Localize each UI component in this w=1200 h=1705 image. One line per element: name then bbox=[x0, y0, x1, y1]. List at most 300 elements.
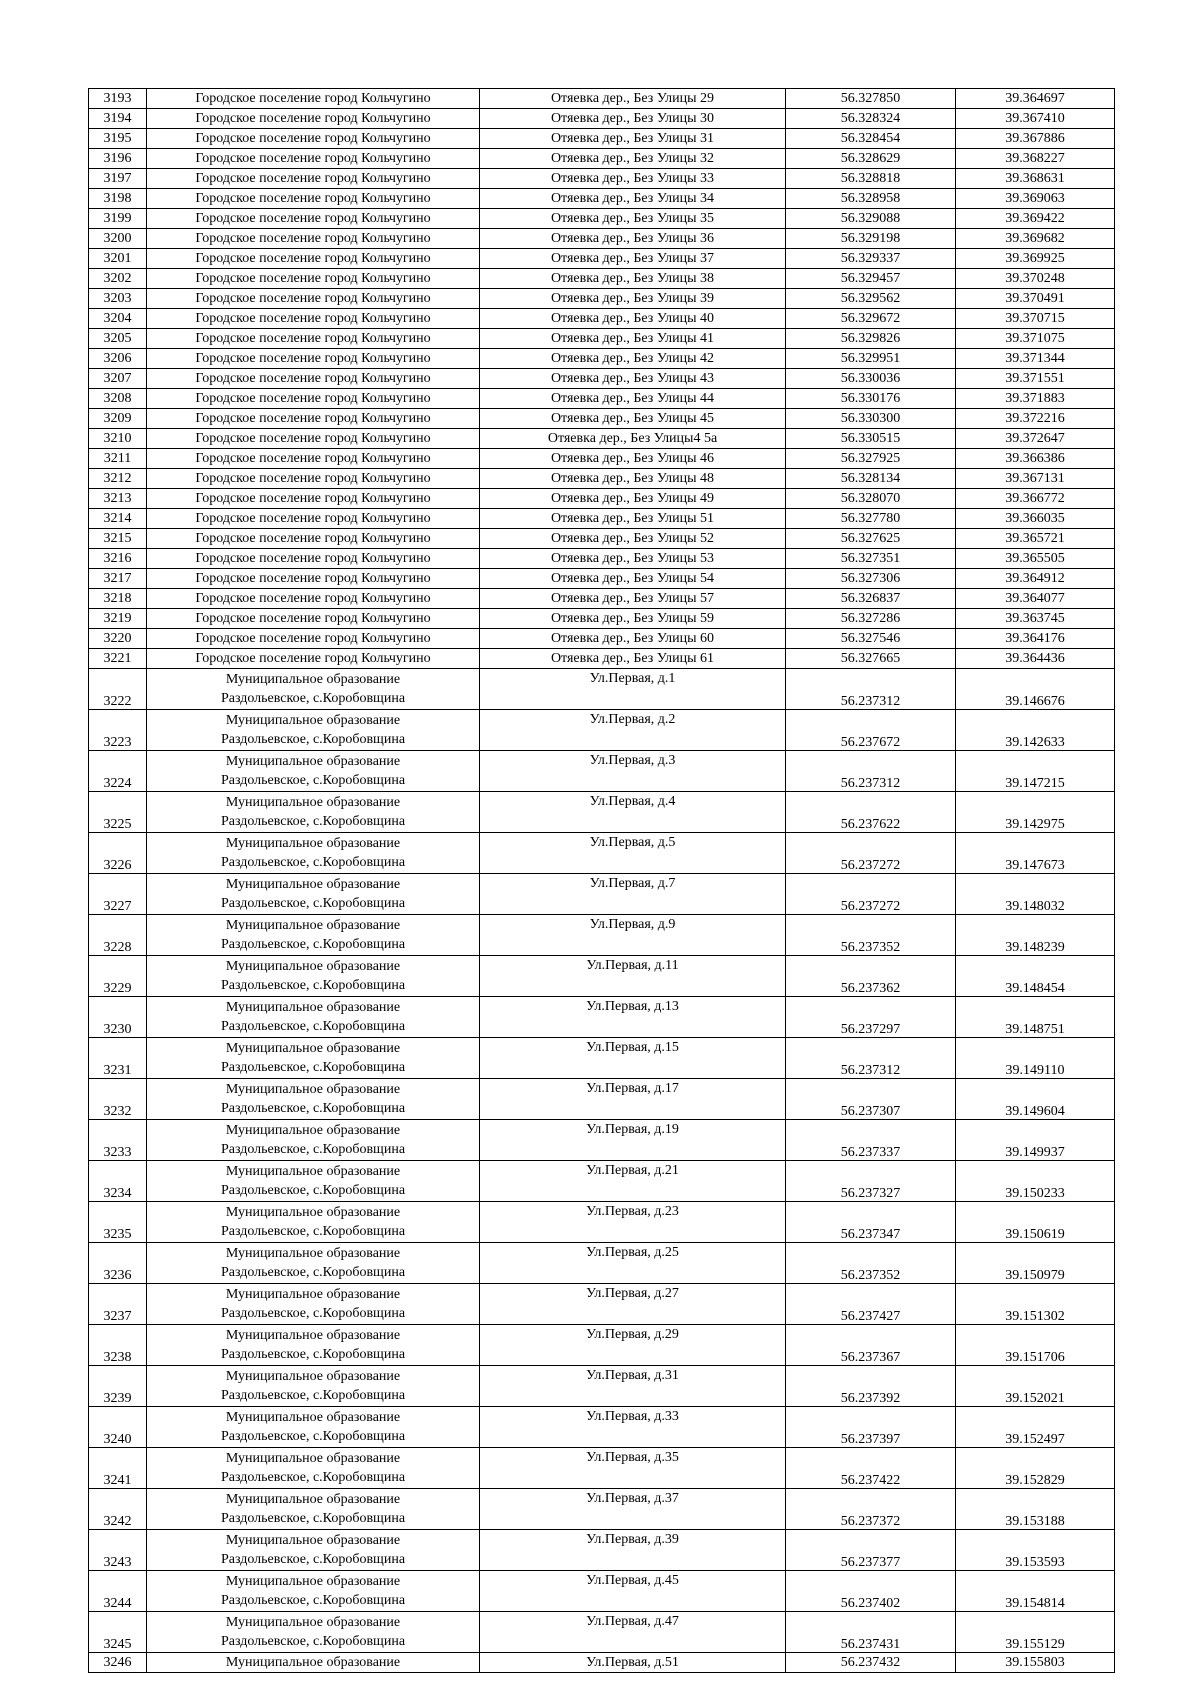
latitude-cell: 56.237427 bbox=[786, 1284, 956, 1325]
municipality-line-1: Муниципальное образование bbox=[225, 1205, 401, 1220]
municipality-cell bbox=[147, 915, 480, 956]
municipality-cell: Городское поселение город Кольчугино bbox=[147, 469, 480, 489]
latitude-cell: 56.328324 bbox=[786, 109, 956, 129]
municipality-line-1: Муниципальное образование bbox=[225, 1533, 401, 1548]
municipality-cell: Городское поселение город Кольчугино bbox=[147, 249, 480, 269]
table-body bbox=[89, 89, 1115, 1673]
longitude-cell: 39.152021 bbox=[956, 1366, 1115, 1407]
address-cell: Ул.Первая, д.19 bbox=[480, 1120, 786, 1161]
longitude-cell: 39.371551 bbox=[956, 369, 1115, 389]
address-cell: Отяевка дер., Без Улицы 41 bbox=[480, 329, 786, 349]
address-cell: Ул.Первая, д.35 bbox=[480, 1448, 786, 1489]
latitude-cell: 56.329951 bbox=[786, 349, 956, 369]
municipality-line-2: Раздольевское, с.Коробовщина bbox=[220, 1347, 406, 1362]
table-row bbox=[89, 369, 1115, 389]
municipality-cell bbox=[147, 1407, 480, 1448]
longitude-cell: 39.148454 bbox=[956, 956, 1115, 997]
table-row bbox=[89, 349, 1115, 369]
municipality-line-1: Муниципальное образование bbox=[225, 1082, 401, 1097]
address-cell: Ул.Первая, д.5 bbox=[480, 833, 786, 874]
address-cell: Отяевка дер., Без Улицы 31 bbox=[480, 129, 786, 149]
municipality-cell bbox=[147, 997, 480, 1038]
row-number-cell: 3232 bbox=[89, 1079, 147, 1120]
longitude-cell: 39.364176 bbox=[956, 629, 1115, 649]
latitude-cell: 56.237272 bbox=[786, 833, 956, 874]
municipality-cell: Городское поселение город Кольчугино bbox=[147, 549, 480, 569]
municipality-cell: Городское поселение город Кольчугино bbox=[147, 129, 480, 149]
address-cell: Отяевка дер., Без Улицы 61 bbox=[480, 649, 786, 669]
municipality-line-2: Раздольевское, с.Коробовщина bbox=[220, 732, 406, 747]
latitude-cell: 56.328818 bbox=[786, 169, 956, 189]
latitude-cell: 56.237422 bbox=[786, 1448, 956, 1489]
longitude-cell: 39.365721 bbox=[956, 529, 1115, 549]
table-row bbox=[89, 1284, 1115, 1325]
row-number-cell: 3222 bbox=[89, 669, 147, 710]
address-cell: Отяевка дер., Без Улицы 52 bbox=[480, 529, 786, 549]
address-coordinates-table bbox=[88, 88, 1115, 1673]
latitude-cell: 56.328958 bbox=[786, 189, 956, 209]
row-number-cell: 3227 bbox=[89, 874, 147, 915]
latitude-cell: 56.237392 bbox=[786, 1366, 956, 1407]
row-number-cell: 3224 bbox=[89, 751, 147, 792]
longitude-cell: 39.150979 bbox=[956, 1243, 1115, 1284]
latitude-cell: 56.327306 bbox=[786, 569, 956, 589]
table-row bbox=[89, 1243, 1115, 1284]
longitude-cell: 39.149937 bbox=[956, 1120, 1115, 1161]
longitude-cell: 39.369422 bbox=[956, 209, 1115, 229]
municipality-cell: Городское поселение город Кольчугино bbox=[147, 649, 480, 669]
address-cell: Ул.Первая, д.27 bbox=[480, 1284, 786, 1325]
table-row bbox=[89, 1161, 1115, 1202]
longitude-cell: 39.152497 bbox=[956, 1407, 1115, 1448]
longitude-cell: 39.155803 bbox=[956, 1653, 1115, 1673]
latitude-cell: 56.328134 bbox=[786, 469, 956, 489]
longitude-cell: 39.364697 bbox=[956, 89, 1115, 109]
municipality-cell bbox=[147, 751, 480, 792]
row-number-cell: 3237 bbox=[89, 1284, 147, 1325]
row-number-cell: 3199 bbox=[89, 209, 147, 229]
row-number-cell: 3213 bbox=[89, 489, 147, 509]
longitude-cell: 39.363745 bbox=[956, 609, 1115, 629]
latitude-cell: 56.237402 bbox=[786, 1571, 956, 1612]
latitude-cell: 56.237672 bbox=[786, 710, 956, 751]
municipality-cell: Городское поселение город Кольчугино bbox=[147, 209, 480, 229]
latitude-cell: 56.329672 bbox=[786, 309, 956, 329]
municipality-cell: Городское поселение город Кольчугино bbox=[147, 109, 480, 129]
latitude-cell: 56.237327 bbox=[786, 1161, 956, 1202]
municipality-cell: Городское поселение город Кольчугино bbox=[147, 89, 480, 109]
municipality-line-1: Муниципальное образование bbox=[225, 1123, 401, 1138]
row-number-cell: 3233 bbox=[89, 1120, 147, 1161]
address-cell: Ул.Первая, д.23 bbox=[480, 1202, 786, 1243]
row-number-cell: 3197 bbox=[89, 169, 147, 189]
row-number-cell: 3229 bbox=[89, 956, 147, 997]
row-number-cell: 3207 bbox=[89, 369, 147, 389]
row-number-cell: 3241 bbox=[89, 1448, 147, 1489]
table-row bbox=[89, 710, 1115, 751]
municipality-line-2: Раздольевское, с.Коробовщина bbox=[220, 1306, 406, 1321]
longitude-cell: 39.364912 bbox=[956, 569, 1115, 589]
municipality-line-1: Муниципальное образование bbox=[225, 1410, 401, 1425]
municipality-cell: Городское поселение город Кольчугино bbox=[147, 609, 480, 629]
municipality-cell bbox=[147, 1448, 480, 1489]
address-cell: Ул.Первая, д.3 bbox=[480, 751, 786, 792]
table-row bbox=[89, 751, 1115, 792]
latitude-cell: 56.327286 bbox=[786, 609, 956, 629]
address-cell: Отяевка дер., Без Улицы 54 bbox=[480, 569, 786, 589]
municipality-cell bbox=[147, 1243, 480, 1284]
table-row bbox=[89, 249, 1115, 269]
table-row bbox=[89, 649, 1115, 669]
latitude-cell: 56.330176 bbox=[786, 389, 956, 409]
municipality-cell: Городское поселение город Кольчугино bbox=[147, 149, 480, 169]
document-page bbox=[88, 88, 1114, 1673]
table-row bbox=[89, 589, 1115, 609]
longitude-cell: 39.365505 bbox=[956, 549, 1115, 569]
municipality-line-1: Муниципальное образование bbox=[225, 959, 401, 974]
municipality-cell bbox=[147, 1120, 480, 1161]
latitude-cell: 56.237367 bbox=[786, 1325, 956, 1366]
table-row bbox=[89, 449, 1115, 469]
longitude-cell: 39.370715 bbox=[956, 309, 1115, 329]
latitude-cell: 56.328454 bbox=[786, 129, 956, 149]
row-number-cell: 3244 bbox=[89, 1571, 147, 1612]
municipality-line-2: Раздольевское, с.Коробовщина bbox=[220, 1224, 406, 1239]
row-number-cell: 3243 bbox=[89, 1530, 147, 1571]
municipality-line-2: Раздольевское, с.Коробовщина bbox=[220, 1511, 406, 1526]
latitude-cell: 56.327351 bbox=[786, 549, 956, 569]
latitude-cell: 56.329826 bbox=[786, 329, 956, 349]
longitude-cell: 39.369925 bbox=[956, 249, 1115, 269]
longitude-cell: 39.367131 bbox=[956, 469, 1115, 489]
address-cell: Отяевка дер., Без Улицы 38 bbox=[480, 269, 786, 289]
latitude-cell: 56.237431 bbox=[786, 1612, 956, 1653]
address-cell: Ул.Первая, д.47 bbox=[480, 1612, 786, 1653]
address-cell: Ул.Первая, д.21 bbox=[480, 1161, 786, 1202]
address-cell: Отяевка дер., Без Улицы 60 bbox=[480, 629, 786, 649]
longitude-cell: 39.364077 bbox=[956, 589, 1115, 609]
table-row bbox=[89, 489, 1115, 509]
municipality-cell: Городское поселение город Кольчугино bbox=[147, 409, 480, 429]
municipality-cell bbox=[147, 1079, 480, 1120]
longitude-cell: 39.367410 bbox=[956, 109, 1115, 129]
longitude-cell: 39.369682 bbox=[956, 229, 1115, 249]
longitude-cell: 39.368227 bbox=[956, 149, 1115, 169]
municipality-line-1: Муниципальное образование bbox=[225, 795, 401, 810]
municipality-cell: Городское поселение город Кольчугино bbox=[147, 349, 480, 369]
municipality-cell bbox=[147, 1038, 480, 1079]
latitude-cell: 56.328629 bbox=[786, 149, 956, 169]
address-cell: Ул.Первая, д.25 bbox=[480, 1243, 786, 1284]
table-row bbox=[89, 329, 1115, 349]
address-cell: Отяевка дер., Без Улицы 57 bbox=[480, 589, 786, 609]
table-row bbox=[89, 915, 1115, 956]
row-number-cell: 3238 bbox=[89, 1325, 147, 1366]
row-number-cell: 3246 bbox=[89, 1653, 147, 1673]
municipality-cell: Городское поселение город Кольчугино bbox=[147, 589, 480, 609]
address-cell: Отяевка дер., Без Улицы 46 bbox=[480, 449, 786, 469]
table-row bbox=[89, 309, 1115, 329]
address-cell: Отяевка дер., Без Улицы 43 bbox=[480, 369, 786, 389]
table-row bbox=[89, 509, 1115, 529]
municipality-line-2: Раздольевское, с.Коробовщина bbox=[220, 855, 406, 870]
address-cell: Ул.Первая, д.37 bbox=[480, 1489, 786, 1530]
longitude-cell: 39.366035 bbox=[956, 509, 1115, 529]
row-number-cell: 3209 bbox=[89, 409, 147, 429]
row-number-cell: 3193 bbox=[89, 89, 147, 109]
address-cell: Отяевка дер., Без Улицы 35 bbox=[480, 209, 786, 229]
longitude-cell: 39.154814 bbox=[956, 1571, 1115, 1612]
table-row bbox=[89, 609, 1115, 629]
longitude-cell: 39.368631 bbox=[956, 169, 1115, 189]
address-cell: Отяевка дер., Без Улицы 59 bbox=[480, 609, 786, 629]
table-row bbox=[89, 289, 1115, 309]
row-number-cell: 3240 bbox=[89, 1407, 147, 1448]
municipality-line-1: Муниципальное образование bbox=[225, 1369, 401, 1384]
address-cell: Ул.Первая, д.51 bbox=[480, 1653, 786, 1673]
municipality-cell: Городское поселение город Кольчугино bbox=[147, 449, 480, 469]
row-number-cell: 3200 bbox=[89, 229, 147, 249]
latitude-cell: 56.329198 bbox=[786, 229, 956, 249]
municipality-line-2: Раздольевское, с.Коробовщина bbox=[220, 1552, 406, 1567]
municipality-line-1: Муниципальное образование bbox=[225, 877, 401, 892]
table-row bbox=[89, 269, 1115, 289]
municipality-line-2: Раздольевское, с.Коробовщина bbox=[220, 937, 406, 952]
municipality-line-1: Муниципальное образование bbox=[225, 836, 401, 851]
longitude-cell: 39.147673 bbox=[956, 833, 1115, 874]
municipality-cell bbox=[147, 1571, 480, 1612]
table-row bbox=[89, 1571, 1115, 1612]
table-row bbox=[89, 549, 1115, 569]
latitude-cell: 56.330036 bbox=[786, 369, 956, 389]
table-row bbox=[89, 1653, 1115, 1673]
municipality-line-1: Муниципальное образование bbox=[225, 1000, 401, 1015]
latitude-cell: 56.237312 bbox=[786, 751, 956, 792]
municipality-cell bbox=[147, 669, 480, 710]
municipality-line-2: Раздольевское, с.Коробовщина bbox=[220, 978, 406, 993]
longitude-cell: 39.151706 bbox=[956, 1325, 1115, 1366]
latitude-cell: 56.237397 bbox=[786, 1407, 956, 1448]
longitude-cell: 39.371075 bbox=[956, 329, 1115, 349]
address-cell: Ул.Первая, д.29 bbox=[480, 1325, 786, 1366]
row-number-cell: 3226 bbox=[89, 833, 147, 874]
row-number-cell: 3202 bbox=[89, 269, 147, 289]
table-row bbox=[89, 1120, 1115, 1161]
row-number-cell: 3203 bbox=[89, 289, 147, 309]
table-row bbox=[89, 229, 1115, 249]
longitude-cell: 39.148751 bbox=[956, 997, 1115, 1038]
latitude-cell: 56.237337 bbox=[786, 1120, 956, 1161]
table-row bbox=[89, 109, 1115, 129]
address-cell: Отяевка дер., Без Улицы 53 bbox=[480, 549, 786, 569]
municipality-cell: Городское поселение город Кольчугино bbox=[147, 189, 480, 209]
table-row bbox=[89, 409, 1115, 429]
latitude-cell: 56.237377 bbox=[786, 1530, 956, 1571]
latitude-cell: 56.237352 bbox=[786, 1243, 956, 1284]
municipality-line-1: Муниципальное образование bbox=[225, 713, 401, 728]
latitude-cell: 56.237352 bbox=[786, 915, 956, 956]
latitude-cell: 56.326837 bbox=[786, 589, 956, 609]
table-row bbox=[89, 1448, 1115, 1489]
longitude-cell: 39.149604 bbox=[956, 1079, 1115, 1120]
address-cell: Отяевка дер., Без Улицы 45 bbox=[480, 409, 786, 429]
municipality-line-2: Раздольевское, с.Коробовщина bbox=[220, 691, 406, 706]
row-number-cell: 3215 bbox=[89, 529, 147, 549]
row-number-cell: 3214 bbox=[89, 509, 147, 529]
longitude-cell: 39.149110 bbox=[956, 1038, 1115, 1079]
latitude-cell: 56.237312 bbox=[786, 1038, 956, 1079]
address-cell: Отяевка дер., Без Улицы 51 bbox=[480, 509, 786, 529]
municipality-line-1: Муниципальное образование bbox=[225, 1246, 401, 1261]
table-row bbox=[89, 129, 1115, 149]
municipality-line-1: Муниципальное образование bbox=[225, 1451, 401, 1466]
address-cell: Отяевка дер., Без Улицы 48 bbox=[480, 469, 786, 489]
longitude-cell: 39.147215 bbox=[956, 751, 1115, 792]
municipality-cell: Городское поселение город Кольчугино bbox=[147, 269, 480, 289]
address-cell: Ул.Первая, д.17 bbox=[480, 1079, 786, 1120]
municipality-line-2: Раздольевское, с.Коробовщина bbox=[220, 1142, 406, 1157]
row-number-cell: 3194 bbox=[89, 109, 147, 129]
longitude-cell: 39.148032 bbox=[956, 874, 1115, 915]
municipality-cell: Городское поселение город Кольчугино bbox=[147, 509, 480, 529]
longitude-cell: 39.366772 bbox=[956, 489, 1115, 509]
longitude-cell: 39.153593 bbox=[956, 1530, 1115, 1571]
latitude-cell: 56.329088 bbox=[786, 209, 956, 229]
table-row bbox=[89, 1407, 1115, 1448]
latitude-cell: 56.237272 bbox=[786, 874, 956, 915]
address-cell: Ул.Первая, д.13 bbox=[480, 997, 786, 1038]
municipality-line-1: Муниципальное образование bbox=[225, 672, 401, 687]
row-number-cell: 3228 bbox=[89, 915, 147, 956]
address-cell: Ул.Первая, д.7 bbox=[480, 874, 786, 915]
municipality-cell: Городское поселение город Кольчугино bbox=[147, 389, 480, 409]
table-row bbox=[89, 89, 1115, 109]
municipality-line-2: Раздольевское, с.Коробовщина bbox=[220, 1019, 406, 1034]
longitude-cell: 39.151302 bbox=[956, 1284, 1115, 1325]
municipality-cell bbox=[147, 710, 480, 751]
latitude-cell: 56.330300 bbox=[786, 409, 956, 429]
longitude-cell: 39.150619 bbox=[956, 1202, 1115, 1243]
longitude-cell: 39.153188 bbox=[956, 1489, 1115, 1530]
address-cell: Ул.Первая, д.39 bbox=[480, 1530, 786, 1571]
table-row bbox=[89, 209, 1115, 229]
address-cell: Отяевка дер., Без Улицы4 5а bbox=[480, 429, 786, 449]
municipality-cell: Городское поселение город Кольчугино bbox=[147, 329, 480, 349]
latitude-cell: 56.237312 bbox=[786, 669, 956, 710]
address-cell: Ул.Первая, д.9 bbox=[480, 915, 786, 956]
municipality-line-1: Муниципальное образование bbox=[225, 1615, 401, 1630]
address-cell: Ул.Первая, д.33 bbox=[480, 1407, 786, 1448]
municipality-line-2: Раздольевское, с.Коробовщина bbox=[220, 1060, 406, 1075]
address-cell: Отяевка дер., Без Улицы 33 bbox=[480, 169, 786, 189]
municipality-cell bbox=[147, 874, 480, 915]
table-row bbox=[89, 569, 1115, 589]
table-row bbox=[89, 389, 1115, 409]
address-cell: Ул.Первая, д.4 bbox=[480, 792, 786, 833]
address-cell: Ул.Первая, д.1 bbox=[480, 669, 786, 710]
municipality-cell bbox=[147, 833, 480, 874]
row-number-cell: 3239 bbox=[89, 1366, 147, 1407]
municipality-cell bbox=[147, 792, 480, 833]
row-number-cell: 3231 bbox=[89, 1038, 147, 1079]
municipality-line-1: Муниципальное образование bbox=[225, 1164, 401, 1179]
municipality-cell: Городское поселение город Кольчугино bbox=[147, 229, 480, 249]
row-number-cell: 3218 bbox=[89, 589, 147, 609]
table-row bbox=[89, 169, 1115, 189]
row-number-cell: 3220 bbox=[89, 629, 147, 649]
municipality-cell: Городское поселение город Кольчугино bbox=[147, 309, 480, 329]
latitude-cell: 56.327925 bbox=[786, 449, 956, 469]
row-number-cell: 3196 bbox=[89, 149, 147, 169]
municipality-line-2: Раздольевское, с.Коробовщина bbox=[220, 1265, 406, 1280]
latitude-cell: 56.237362 bbox=[786, 956, 956, 997]
municipality-line-1: Муниципальное образование bbox=[225, 1287, 401, 1302]
row-number-cell: 3216 bbox=[89, 549, 147, 569]
table-row bbox=[89, 1366, 1115, 1407]
latitude-cell: 56.327850 bbox=[786, 89, 956, 109]
municipality-cell bbox=[147, 1284, 480, 1325]
municipality-line-2: Раздольевское, с.Коробовщина bbox=[220, 1183, 406, 1198]
table-row bbox=[89, 833, 1115, 874]
latitude-cell: 56.329457 bbox=[786, 269, 956, 289]
longitude-cell: 39.142633 bbox=[956, 710, 1115, 751]
address-cell: Ул.Первая, д.2 bbox=[480, 710, 786, 751]
municipality-cell: Городское поселение город Кольчугино bbox=[147, 489, 480, 509]
longitude-cell: 39.371883 bbox=[956, 389, 1115, 409]
municipality-cell: Городское поселение город Кольчугино bbox=[147, 529, 480, 549]
table-row bbox=[89, 874, 1115, 915]
latitude-cell: 56.330515 bbox=[786, 429, 956, 449]
table-row bbox=[89, 669, 1115, 710]
longitude-cell: 39.370248 bbox=[956, 269, 1115, 289]
address-cell: Отяевка дер., Без Улицы 42 bbox=[480, 349, 786, 369]
row-number-cell: 3221 bbox=[89, 649, 147, 669]
municipality-line-1: Муниципальное образование bbox=[225, 754, 401, 769]
latitude-cell: 56.237347 bbox=[786, 1202, 956, 1243]
row-number-cell: 3205 bbox=[89, 329, 147, 349]
longitude-cell: 39.152829 bbox=[956, 1448, 1115, 1489]
latitude-cell: 56.327546 bbox=[786, 629, 956, 649]
table-row bbox=[89, 997, 1115, 1038]
table-row bbox=[89, 529, 1115, 549]
municipality-cell: Городское поселение город Кольчугино bbox=[147, 569, 480, 589]
municipality-line-1: Муниципальное образование bbox=[225, 1041, 401, 1056]
row-number-cell: 3235 bbox=[89, 1202, 147, 1243]
longitude-cell: 39.372216 bbox=[956, 409, 1115, 429]
address-cell: Ул.Первая, д.15 bbox=[480, 1038, 786, 1079]
latitude-cell: 56.327780 bbox=[786, 509, 956, 529]
table-row bbox=[89, 1325, 1115, 1366]
municipality-line-2: Раздольевское, с.Коробовщина bbox=[220, 814, 406, 829]
municipality-line-1: Муниципальное образование bbox=[225, 1492, 401, 1507]
latitude-cell: 56.327665 bbox=[786, 649, 956, 669]
municipality-line-2: Раздольевское, с.Коробовщина bbox=[220, 1470, 406, 1485]
municipality-line-2: Раздольевское, с.Коробовщина bbox=[220, 1634, 406, 1649]
municipality-cell bbox=[147, 1161, 480, 1202]
address-cell: Отяевка дер., Без Улицы 29 bbox=[480, 89, 786, 109]
table-row bbox=[89, 1202, 1115, 1243]
row-number-cell: 3198 bbox=[89, 189, 147, 209]
row-number-cell: 3245 bbox=[89, 1612, 147, 1653]
municipality-cell: Городское поселение город Кольчугино bbox=[147, 629, 480, 649]
address-cell: Отяевка дер., Без Улицы 32 bbox=[480, 149, 786, 169]
municipality-cell bbox=[147, 1612, 480, 1653]
latitude-cell: 56.237297 bbox=[786, 997, 956, 1038]
row-number-cell: 3225 bbox=[89, 792, 147, 833]
row-number-cell: 3223 bbox=[89, 710, 147, 751]
latitude-cell: 56.329562 bbox=[786, 289, 956, 309]
municipality-line-1: Муниципальное образование bbox=[225, 1328, 401, 1343]
